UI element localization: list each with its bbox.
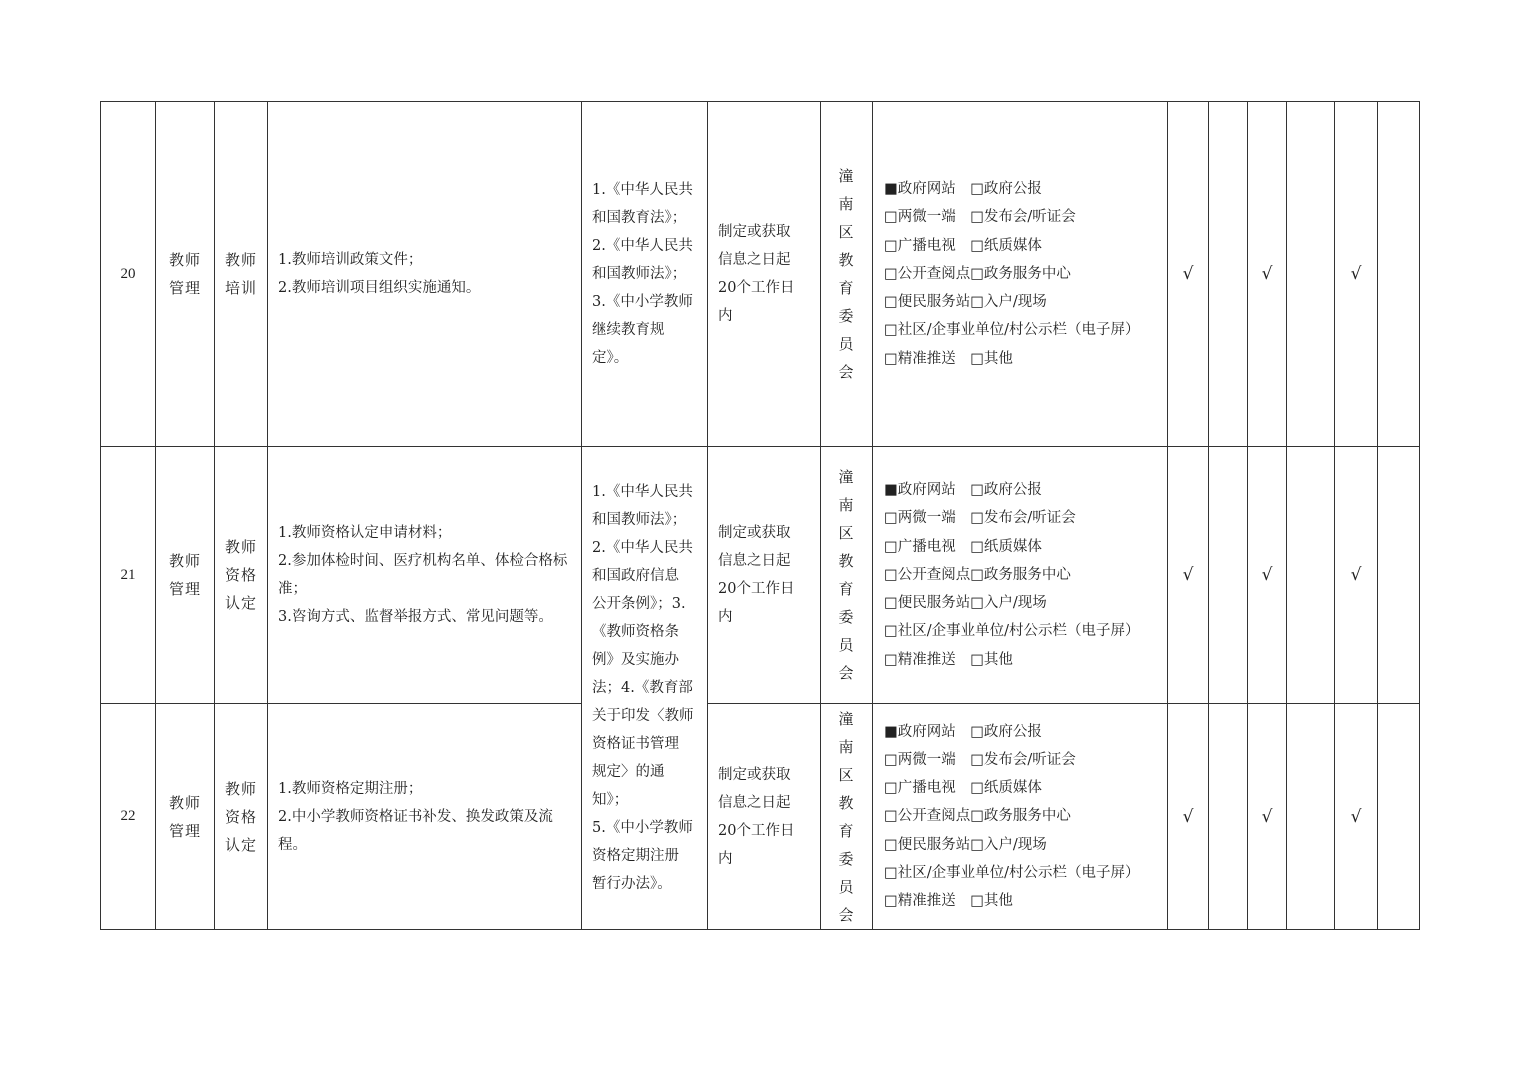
disclosure-table bbox=[101, 102, 1420, 930]
channel-option: □广播电视 □纸质媒体 bbox=[884, 780, 1042, 797]
subcategory-cell bbox=[214, 446, 268, 704]
row-number: 21 bbox=[120, 566, 136, 583]
agency-name: 潼 南 区 教 育 委 员 会 bbox=[838, 167, 855, 381]
content-cell bbox=[267, 703, 582, 930]
legal-basis-text: 1.《中华人民共 和国教师法》； 2.《中华人民共 和国政府信息 公开条例》；3. 《教师资格条 例》及实施办 法；4.《教育部 关于印发〈教师 资格证书管理 规定〉的通知》； 5.《中小学教师 资格定期注册 暂行办法》。 bbox=[592, 484, 694, 892]
mark-cell bbox=[1247, 446, 1287, 704]
channel-option: ■政府网站 □政府公报 bbox=[884, 723, 1042, 740]
content-text: 1.教师资格定期注册； 2.中小学教师资格证书补发、换发政策及流程。 bbox=[278, 780, 553, 853]
subcategory-cell bbox=[214, 703, 268, 930]
check-mark: √ bbox=[1182, 565, 1194, 585]
content-cell bbox=[267, 446, 582, 704]
agency-name: 潼 南 区 教 育 委 员 会 bbox=[838, 709, 855, 924]
mark-cell bbox=[1286, 703, 1335, 930]
channel-option: □精准推送 □其他 bbox=[884, 893, 1013, 909]
time-limit-cell bbox=[707, 101, 821, 447]
channel-option: □两微一端 □发布会/听证会 bbox=[884, 751, 1076, 768]
mark-cell bbox=[1377, 703, 1420, 930]
mark-cell bbox=[1377, 446, 1420, 704]
content-text: 1.教师资格认定申请材料； 2.参加体检时间、医疗机构名单、体检合格标准； 3.咨询方式、监督举报方式、常见问题等。 bbox=[278, 525, 568, 625]
mark-cell bbox=[1286, 101, 1335, 447]
channel-option: □广播电视 □纸质媒体 bbox=[884, 237, 1042, 254]
mark-cell bbox=[1334, 446, 1378, 704]
channel-option: ■政府网站 □政府公报 bbox=[884, 181, 1042, 198]
time-limit-cell bbox=[707, 703, 821, 930]
check-mark: √ bbox=[1350, 264, 1362, 284]
subcategory-label: 教师 资格 认定 bbox=[224, 779, 257, 854]
category-cell bbox=[155, 446, 215, 704]
channels-cell bbox=[872, 703, 1168, 930]
mark-cell bbox=[1208, 101, 1248, 447]
category-label: 教师 管理 bbox=[168, 251, 201, 297]
channel-option: □两微一端 □发布会/听证会 bbox=[884, 510, 1076, 527]
channel-option: □两微一端 □发布会/听证会 bbox=[884, 209, 1076, 226]
category-label: 教师 管理 bbox=[168, 793, 201, 840]
channel-list bbox=[873, 718, 1139, 915]
check-mark: √ bbox=[1350, 565, 1362, 585]
mark-cell bbox=[1247, 703, 1287, 930]
channel-list bbox=[873, 476, 1139, 673]
mark-cell bbox=[1334, 101, 1378, 447]
category-cell bbox=[155, 101, 215, 447]
channel-option: □便民服务站□入户/现场 bbox=[884, 836, 1047, 853]
legal-basis-cell bbox=[581, 101, 708, 447]
subcategory-cell bbox=[214, 101, 268, 447]
category-cell bbox=[155, 703, 215, 930]
time-limit-cell bbox=[707, 446, 821, 704]
mark-cell bbox=[1334, 703, 1378, 930]
channels-cell bbox=[872, 446, 1168, 704]
check-mark: √ bbox=[1261, 264, 1273, 284]
channel-option: □便民服务站□入户/现场 bbox=[884, 595, 1047, 612]
mark-cell bbox=[1286, 446, 1335, 704]
mark-cell bbox=[1208, 446, 1248, 704]
mark-cell bbox=[1247, 101, 1287, 447]
mark-cell bbox=[1377, 101, 1420, 447]
channel-option: ■政府网站 □政府公报 bbox=[884, 482, 1042, 499]
row-number-cell bbox=[100, 446, 156, 704]
mark-cell bbox=[1167, 703, 1209, 930]
subcategory-label: 教师 培训 bbox=[224, 251, 257, 297]
mark-cell bbox=[1167, 101, 1209, 447]
time-limit-text: 制定或获取 信息之日起 20个工作日 内 bbox=[718, 766, 795, 867]
row-number-cell bbox=[100, 703, 156, 930]
agency-cell bbox=[820, 101, 873, 447]
legal-basis-text: 1.《中华人民共 和国教育法》； 2.《中华人民共 和国教师法》； 3.《中小学教师 继续教育规定》。 bbox=[592, 182, 693, 366]
channel-option: □社区/企事业单位/村公示栏（电子屏） bbox=[884, 864, 1140, 881]
channel-option: □公开查阅点□政务服务中心 bbox=[884, 265, 1071, 282]
agency-cell bbox=[820, 446, 873, 704]
channel-option: □广播电视 □纸质媒体 bbox=[884, 538, 1042, 555]
category-label: 教师 管理 bbox=[168, 552, 201, 598]
channel-option: □便民服务站□入户/现场 bbox=[884, 294, 1047, 311]
time-limit-text: 制定或获取 信息之日起 20个工作日 内 bbox=[718, 525, 795, 625]
check-mark: √ bbox=[1350, 806, 1362, 827]
channel-option: □公开查阅点□政务服务中心 bbox=[884, 566, 1071, 583]
agency-cell bbox=[820, 703, 873, 930]
check-mark: √ bbox=[1182, 806, 1194, 827]
channel-option: □公开查阅点□政务服务中心 bbox=[884, 808, 1071, 825]
row-number-cell bbox=[100, 101, 156, 447]
legal-basis-cell bbox=[581, 446, 708, 930]
channel-option: □精准推送 □其他 bbox=[884, 651, 1013, 668]
row-number: 22 bbox=[120, 808, 136, 824]
channel-option: □社区/企事业单位/村公示栏（电子屏） bbox=[884, 623, 1140, 640]
content-text: 1.教师培训政策文件； 2.教师培训项目组织实施通知。 bbox=[278, 252, 481, 296]
mark-cell bbox=[1167, 446, 1209, 704]
channel-option: □精准推送 □其他 bbox=[884, 350, 1013, 367]
check-mark: √ bbox=[1182, 264, 1194, 284]
mark-cell bbox=[1208, 703, 1248, 930]
channel-list bbox=[873, 175, 1139, 372]
agency-name: 潼 南 区 教 育 委 员 会 bbox=[838, 468, 855, 682]
content-cell bbox=[267, 101, 582, 447]
channel-option: □社区/企事业单位/村公示栏（电子屏） bbox=[884, 322, 1140, 339]
check-mark: √ bbox=[1261, 565, 1273, 585]
subcategory-label: 教师 资格 认定 bbox=[224, 538, 257, 612]
check-mark: √ bbox=[1261, 806, 1273, 827]
channels-cell bbox=[872, 101, 1168, 447]
row-number: 20 bbox=[120, 265, 136, 282]
time-limit-text: 制定或获取 信息之日起 20个工作日 内 bbox=[718, 224, 795, 324]
